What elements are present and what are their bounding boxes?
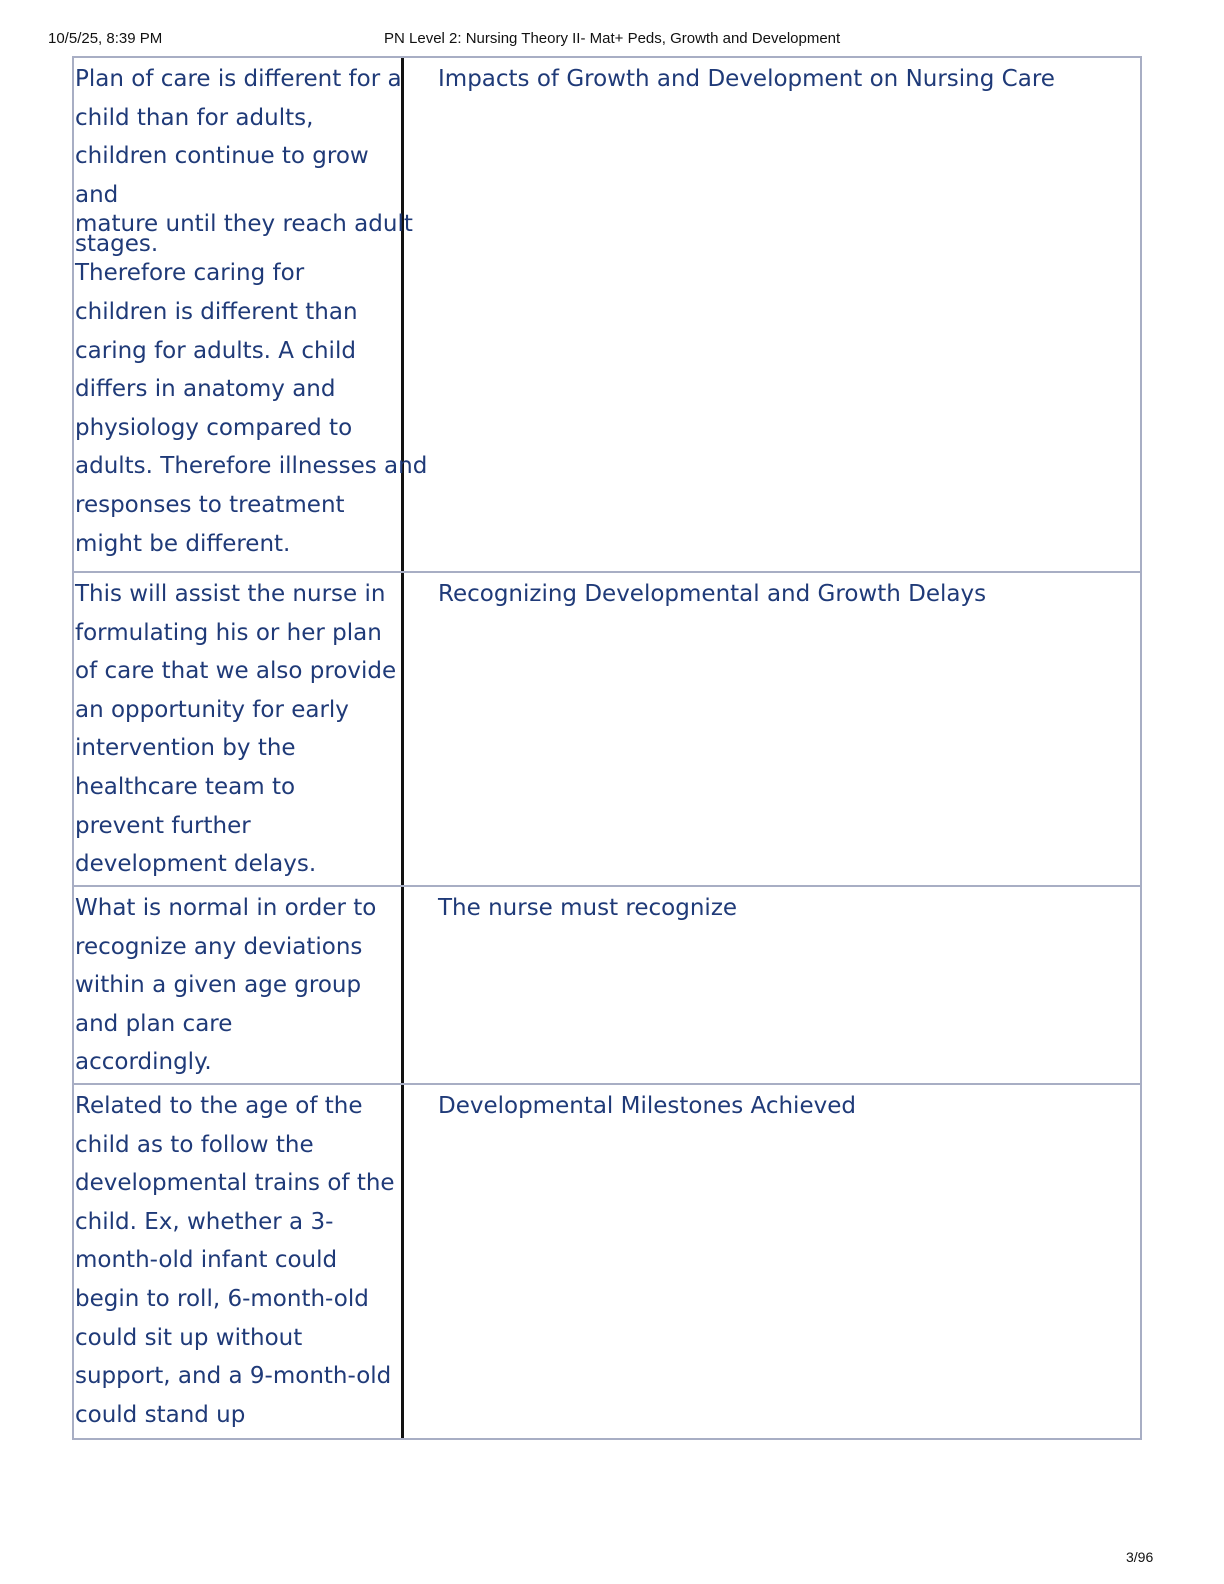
answer-line: recognize any deviations [75, 933, 363, 960]
flashcard-table [72, 56, 1142, 1440]
answer-line: Therefore caring for [75, 260, 305, 287]
answer-line: responses to treatment [75, 491, 345, 518]
answer-line: This will assist the nurse in [75, 581, 386, 607]
term-cell [404, 58, 1140, 571]
answer-line: differs in anatomy and [75, 376, 336, 403]
term-text: Recognizing Developmental and Growth Delays [438, 581, 987, 607]
answer-cell [74, 573, 404, 885]
page-title: PN Level 2: Nursing Theory II- Mat+ Peds, Growth and Development [384, 30, 841, 47]
answer-line: physiology compared to [75, 414, 353, 441]
answer-line: intervention by the [75, 735, 296, 762]
answer-line: stages. [75, 231, 159, 258]
answer-line: might be different. [75, 530, 291, 557]
term-cell [404, 1085, 1140, 1438]
answer-line: adults. Therefore illnesses and [75, 453, 428, 480]
table-row [74, 1083, 1140, 1438]
answer-line: mature until they reach adult [75, 211, 413, 238]
term-cell [404, 573, 1140, 885]
table-row [74, 885, 1140, 1083]
answer-line: developmental trains of the [75, 1170, 395, 1197]
answer-line: What is normal in order to [75, 895, 377, 921]
page-number: 3/96 [1126, 1549, 1154, 1565]
answer-cell [74, 1085, 404, 1438]
answer-line: and plan care [75, 1010, 233, 1037]
answer-line: within a given age group [75, 972, 362, 999]
answer-line: support, and a 9-month-old [75, 1363, 392, 1390]
answer-line: child as to follow the [75, 1131, 314, 1158]
answer-line: and [75, 181, 119, 208]
answer-line: begin to roll, 6-month-old [75, 1285, 369, 1312]
answer-line: month-old infant could [75, 1247, 338, 1274]
answer-line: child than for adults, [75, 104, 314, 131]
answer-line: could sit up without [75, 1324, 303, 1351]
answer-line: Plan of care is different for a [75, 66, 402, 92]
answer-line: child. Ex, whether a 3- [75, 1208, 334, 1235]
answer-line: development delays. [75, 851, 317, 878]
answer-line: caring for adults. A child [75, 337, 356, 364]
term-text: The nurse must recognize [438, 895, 738, 921]
answer-line: could stand up [75, 1401, 246, 1428]
answer-cell [74, 887, 404, 1083]
term-text: Developmental Milestones Achieved [438, 1093, 856, 1119]
answer-line: an opportunity for early [75, 696, 349, 723]
answer-line: children continue to grow [75, 143, 369, 170]
answer-line: prevent further [75, 812, 251, 839]
answer-line: healthcare team to [75, 773, 296, 800]
table-row [74, 571, 1140, 885]
answer-line: children is different than [75, 298, 358, 325]
answer-line: Related to the age of the [75, 1093, 363, 1119]
term-cell [404, 887, 1140, 1083]
answer-line: formulating his or her plan [75, 619, 382, 646]
answer-cell [74, 58, 428, 571]
table-row [74, 58, 1140, 571]
term-text: Impacts of Growth and Development on Nursing Care [438, 66, 1055, 92]
print-datetime: 10/5/25, 8:39 PM [48, 30, 163, 47]
answer-line: of care that we also provide [75, 658, 397, 685]
answer-line: accordingly. [75, 1049, 212, 1076]
